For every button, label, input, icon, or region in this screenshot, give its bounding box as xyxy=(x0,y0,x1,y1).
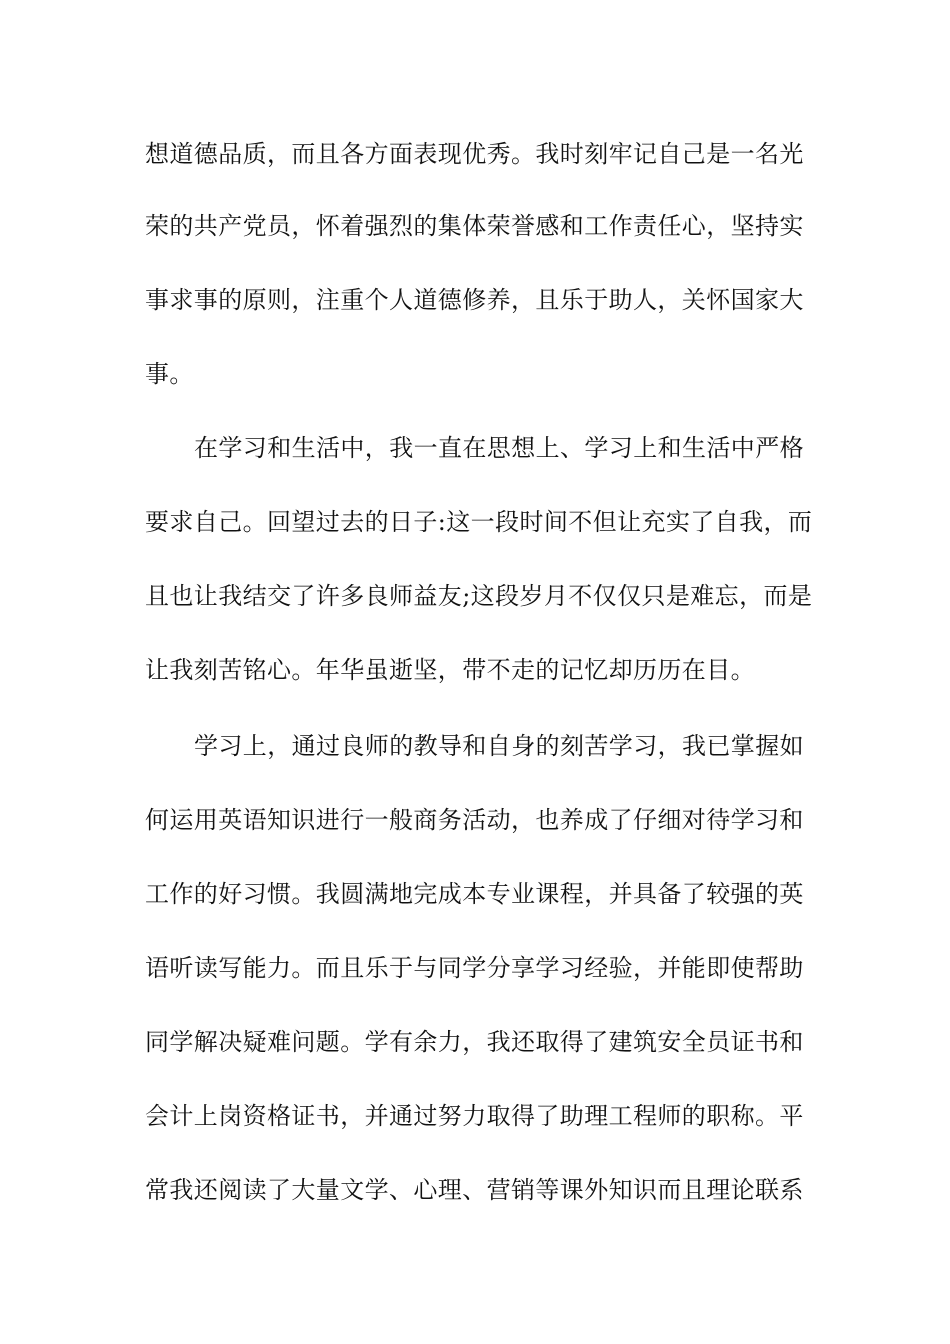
text-line: 同学解决疑难问题。学有余力，我还取得了建筑安全员证书和 xyxy=(145,1028,804,1056)
text-line: 何运用英语知识进行一般商务活动，也养成了仔细对待学习和 xyxy=(145,806,804,834)
text-line: 让我刻苦铭心。年华虽逝坚，带不走的记忆却历历在目。 xyxy=(145,656,755,684)
text-line: 事求事的原则，注重个人道德修养，且乐于助人，关怀国家大 xyxy=(145,286,804,314)
text-line: 事。 xyxy=(145,360,194,388)
text-line: 常我还阅读了大量文学、心理、营销等课外知识而且理论联系 xyxy=(145,1176,804,1204)
text-line: 会计上岗资格证书，并通过努力取得了助理工程师的职称。平 xyxy=(145,1102,804,1130)
text-line: 想道德品质，而且各方面表现优秀。我时刻牢记自己是一名光 xyxy=(145,140,804,168)
text-line: 要求自己。回望过去的日子:这一段时间不但让充实了自我，而 xyxy=(145,508,813,536)
text-line: 荣的共产党员，怀着强烈的集体荣誉感和工作责任心，坚持实 xyxy=(145,212,804,240)
text-line: 工作的好习惯。我圆满地完成本专业课程，并具备了较强的英 xyxy=(145,880,804,908)
paragraph-first-line: 在学习和生活中，我一直在思想上、学习上和生活中严格 xyxy=(194,434,804,462)
text-line: 语听读写能力。而且乐于与同学分享学习经验，并能即使帮助 xyxy=(145,954,804,982)
text-line: 且也让我结交了许多良师益友;这段岁月不仅仅只是难忘，而是 xyxy=(145,582,813,610)
paragraph-first-line: 学习上，通过良师的教导和自身的刻苦学习，我已掌握如 xyxy=(194,732,804,760)
